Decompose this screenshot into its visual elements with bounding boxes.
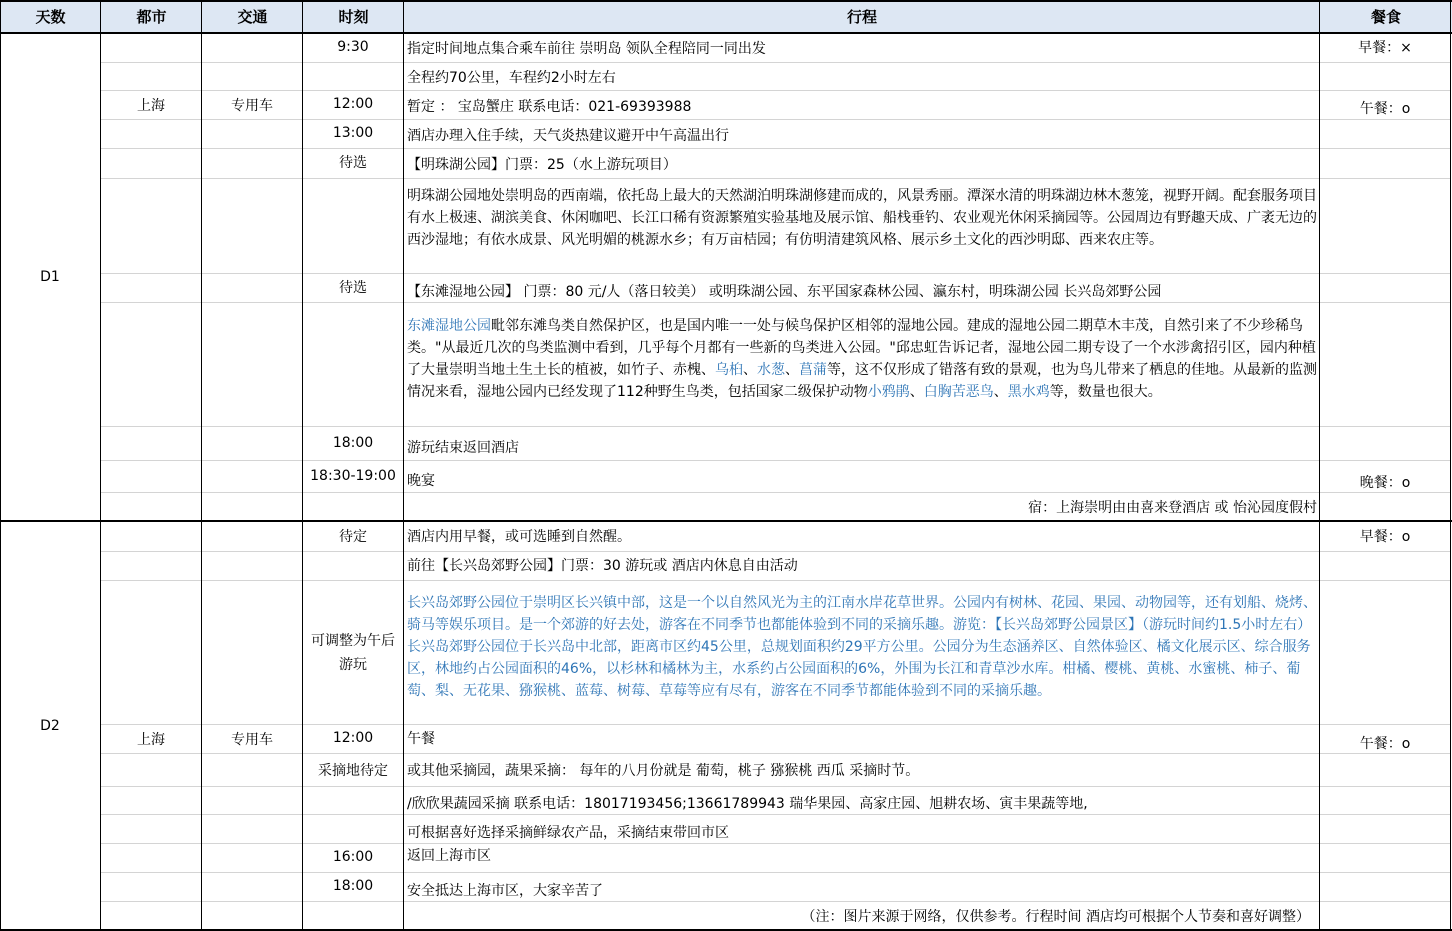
time-cell: 16:00 (332, 849, 374, 865)
meal-breakfast: 早餐：o (1359, 529, 1411, 545)
time-cell: 18:00 (332, 878, 374, 894)
grid-hline (101, 753, 1451, 754)
itinerary-line: 【明珠湖公园】门票：25（水上游玩项目） (407, 157, 677, 173)
grid-hline-strong (0, 32, 1452, 34)
para-text: 、 (785, 362, 799, 378)
time-cell: 可调整为午后游玩 (311, 633, 395, 673)
grid-hline (101, 551, 1451, 552)
grid-hline (101, 178, 1451, 179)
grid-hline (101, 872, 1451, 873)
grid-hline (101, 460, 1451, 461)
link-text[interactable]: 白胸苦恶鸟 (923, 384, 994, 400)
grid-vline (1319, 0, 1320, 931)
grid-hline-strong (0, 520, 1452, 522)
time-cell: 12:00 (332, 96, 374, 112)
grid-hline (101, 90, 1451, 91)
header-transport: 交通 (202, 0, 303, 32)
itinerary-line: 可根据喜好选择采摘鲜绿农产品，采摘结束带回市区 (407, 825, 729, 841)
itinerary-line: 或其他采摘园，蔬果采摘： 每年的八月份就是 葡萄，桃子 猕猴桃 西瓜 采摘时节。 (407, 763, 920, 779)
time-cell: 18:30-19:00 (310, 468, 396, 484)
grid-hline (101, 148, 1451, 149)
itinerary-line: 指定时间地点集合乘车前往 崇明岛 领队全程陪同一同出发 (407, 41, 766, 57)
meal-dinner: 晚餐：o (1359, 475, 1411, 491)
itinerary-line: 暂定 ： 宝岛蟹庄 联系电话：021-69393988 (407, 99, 692, 115)
link-text[interactable]: 东滩湿地公园 (407, 318, 491, 334)
itinerary-line: 酒店内用早餐，或可选睡到自然醒。 (407, 529, 631, 545)
header-itinerary: 行程 (404, 0, 1320, 32)
day-d1: D1 (40, 269, 60, 285)
itinerary-paragraph: 明珠湖公园地处崇明岛的西南端，依托岛上最大的天然湖泊明珠湖修建而成的，风景秀丽。潭深水清的明珠湖边林木葱笼，视野开阔。配套服务项目有水上极速、湖滨美食、休闲咖吧、长江口稀有资源繁殖实验基地及展示馆、船栈垂钓、农业观光休闲采摘园等。公园周边有野趣天成、广袤无边的西沙湿地；有依水成景、风光明媚的桃源水乡；有万亩桔园；有仿明清建筑风格、展示乡土文化的西沙明邸、西来农庄等。 (407, 188, 1317, 248)
link-text[interactable]: 菖蒲 (799, 362, 827, 378)
meal-lunch: 午餐：o (1359, 101, 1411, 117)
hotel-note: 宿：上海崇明由由喜来登酒店 或 怡沁园度假村 (1028, 500, 1317, 516)
itinerary-line: 安全抵达上海市区，大家辛苦了 (407, 883, 603, 899)
grid-hline (101, 426, 1451, 427)
itinerary-line: 【东滩湿地公园】 门票：80 元/人（落日较美） 或明珠湖公园、东平国家森林公园、瀛东村，明珠湖公园 长兴岛郊野公园 (407, 284, 1162, 300)
link-text[interactable]: 水葱 (757, 362, 785, 378)
city-d1: 上海 (137, 98, 165, 114)
time-cell: 待选 (339, 155, 367, 171)
itinerary-line: 前往【长兴岛郊野公园】门票：30 游玩或 酒店内休息自由活动 (407, 558, 798, 574)
itinerary-line: 午餐 (407, 731, 435, 747)
grid-hline (101, 62, 1451, 63)
time-cell: 采摘地待定 (318, 763, 388, 779)
header-meals: 餐食 (1320, 0, 1452, 32)
time-cell: 12:00 (332, 730, 374, 746)
grid-vline (201, 0, 202, 931)
time-cell: 13:00 (332, 125, 374, 141)
itinerary-paragraph: 长兴岛郊野公园位于崇明区长兴镇中部，这是一个以自然风光为主的江南水岸花草世界。公园内有树林、花园、果园、动物园等，还有划船、烧烤、骑马等娱乐项目。是一个郊游的好去处，游客在不同季节也都能体验到不同的采摘乐趣。游览：【长兴岛郊野公园景区】（游玩时间约1.5小时左右）长兴岛郊野公园位于长兴岛中北部，距离市区约45公里，总规划面积约29平方公里。公园分为生态涵养区、自然体验区、橘文化展示区、综合服务区，林地约占公园面积的46%，以杉林和橘林为主，水系约占公园面积的6%，外围为长江和青草沙水库。柑橘、樱桃、黄桃、水蜜桃、柿子、葡萄、梨、无花果、猕猴桃、蓝莓、树莓、草莓等应有尽有，游客在不同季节都能体验到不同的采摘乐趣。 (407, 595, 1317, 699)
header-city: 都市 (101, 0, 202, 32)
para-text: 、 (743, 362, 757, 378)
para-text: 、 (909, 384, 924, 400)
meal-breakfast: 早餐：× (1358, 40, 1412, 56)
para-text: 等，这不仅形成了错落有致的景观，也为鸟儿带来了栖息的佳地。从最新的监测情况来看，湿地公园内已经发现了112种野生鸟类，包括国家二级保护动物 (407, 362, 1317, 400)
grid-hline (101, 724, 1451, 725)
grid-vline (100, 0, 101, 931)
time-cell: 18:00 (332, 435, 374, 451)
time-cell: 待选 (339, 280, 367, 296)
time-cell: 9:30 (337, 39, 369, 55)
grid-vline (0, 0, 1, 931)
itinerary-line: 晚宴 (407, 473, 435, 489)
grid-vline (1450, 0, 1451, 931)
itinerary-line: 返回上海市区 (407, 848, 491, 864)
day-d2: D2 (40, 718, 60, 734)
itinerary-line: 全程约70公里，车程约2小时左右 (407, 70, 616, 86)
transport-d2: 专用车 (231, 732, 273, 748)
city-d2: 上海 (137, 732, 165, 748)
grid-vline (403, 0, 404, 931)
grid-hline (101, 786, 1451, 787)
itinerary-line: /欣欣果蔬园采摘 联系电话：18017193456;13661789943 瑞华果园、高家庄园、旭耕农场、寅丰果蔬等地, (407, 796, 1088, 812)
transport-d1: 专用车 (231, 98, 273, 114)
header-time: 时刻 (303, 0, 404, 32)
para-text: 等，数量也很大。 (1049, 384, 1162, 400)
itinerary-line: 游玩结束返回酒店 (407, 440, 519, 456)
para-text: 、 (993, 384, 1008, 400)
footnote: （注：图片来源于网络，仅供参考。行程时间 酒店均可根据个人节奏和喜好调整） (801, 909, 1310, 925)
grid-hline (101, 580, 1451, 581)
link-text[interactable]: 小鸦鹃 (867, 384, 910, 400)
grid-hline (101, 119, 1451, 120)
link-text[interactable]: 乌桕 (715, 362, 743, 378)
itinerary-line: 酒店办理入住手续，天气炎热建议避开中午高温出行 (407, 128, 729, 144)
link-text[interactable]: 黑水鸡 (1007, 384, 1050, 400)
meal-lunch: 午餐：o (1359, 736, 1411, 752)
para-text: 毗邻东滩鸟类自然保护区，也是国内唯一一处与候鸟保护区相邻的湿地公园。建成的湿地公园二期草木丰茂，自然引来了不少珍稀鸟类。"从最近几次的鸟类监测中看到，几乎每个月都有一些新的鸟类进入公园。"邱忠虹告诉记者，湿地公园二期专设了一个水涉禽招引区，园内种植了大量崇明当地土生土长的植被，如竹子、赤槐、 (407, 318, 1316, 378)
grid-hline-strong (0, 0, 1452, 2)
header-day: 天数 (0, 0, 101, 32)
itinerary-paragraph (407, 315, 1317, 403)
time-cell: 待定 (339, 529, 367, 545)
grid-hline (101, 273, 1451, 274)
